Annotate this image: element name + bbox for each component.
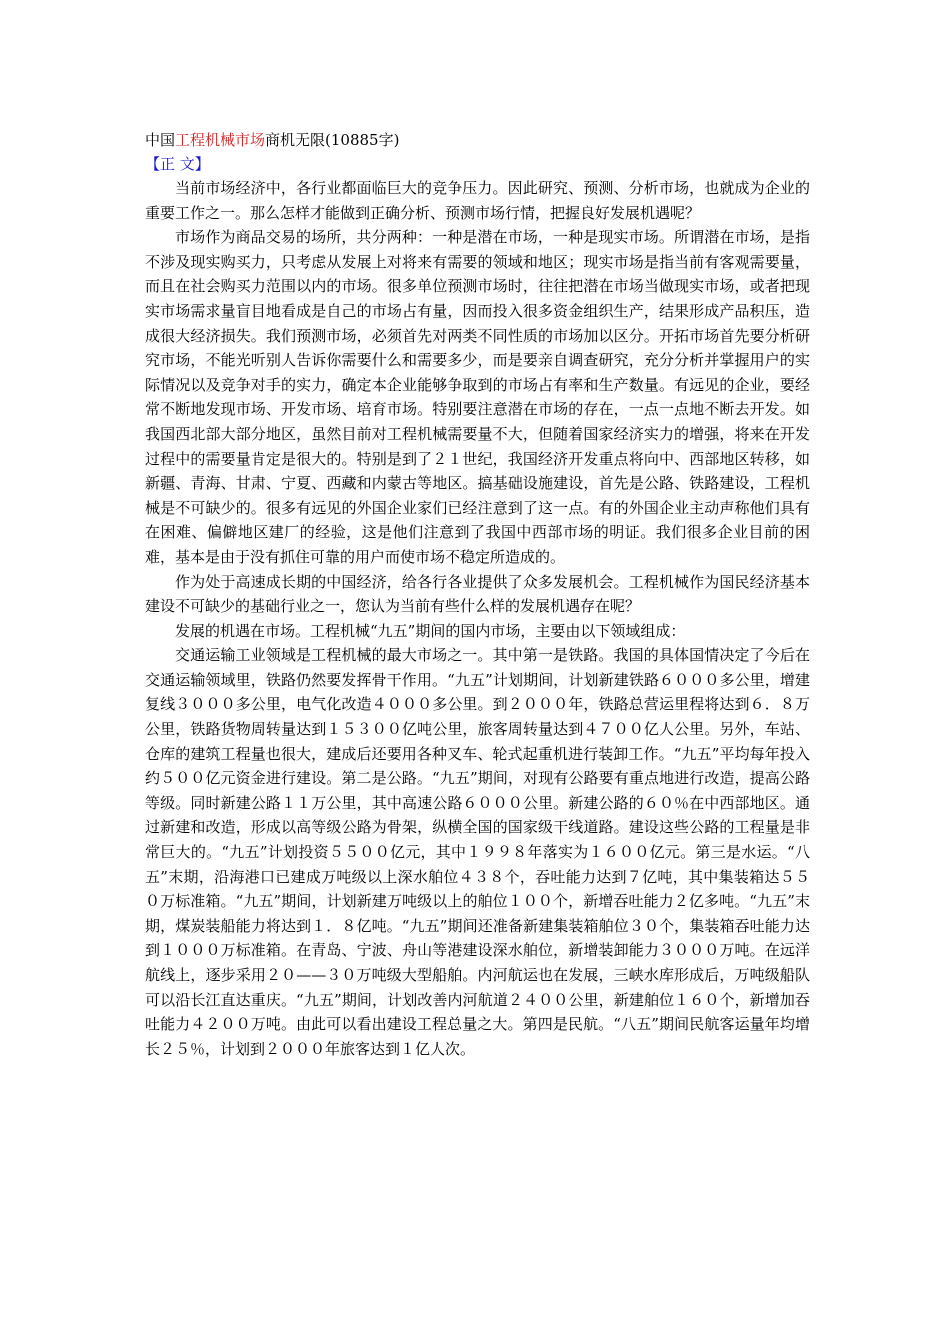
title-suffix: 商机无限(10885字) bbox=[265, 131, 400, 149]
paragraph: 发展的机遇在市场。工程机械“九五”期间的国内市场，主要由以下领域组成： bbox=[175, 621, 686, 640]
section-label: 【正 文】 bbox=[145, 155, 210, 173]
paragraph: 市场作为商品交易的场所，共分两种：一种是潜在市场，一种是现实市场。所谓潜在市场，是指不涉及现实购买力，只考虑从发展上对将来有需要的领域和地区；现实市场是指当前有客观需要量，而且在社会购买力范围以内的市场。很多单位预测市场时，往往把潜在市场当做现实市场，或者把现实市场需求量盲目地看成是自己的市场占有量，因而投入很多资金组织生产，结果形成产品积压，造成很大经济损失。我们预测市场，必须首先对两类不同性质的市场加以区分。开拓市场首先要分析研究市场，不能光听别人告诉你需要什么和需要多少，而是要亲自调查研究，充分分析并掌握用户的实际情况以及竞争对手的实力，确定本企业能够争取到的市场占有率和生产数量。有远见的企业，要经常不断地发现市场、开发市场、培育市场。特别要注意潜在市场的存在，一点一点地不断去开发。如我国西北部大部分地区，虽然目前对工程机械需要量不大，但随着国家经济实力的增强，将来在开发过程中的需要量肯定是很大的。特别是到了２１世纪，我国经济开发重点将向中、西部地区转移，如新疆、青海、甘肃、宁夏、西藏和内蒙古等地区。搞基础设施建设，首先是公路、铁路建设，工程机械是不可缺少的。很多有远见的外国企业家们已经注意到了这一点。有的外国企业主动声称他们具有在困难、偏僻地区建厂的经验，这是他们注意到了我国中西部市场的明证。我们很多企业目前的困难，基本是由于没有抓住可靠的用户而使市场不稳定所造成的。 bbox=[145, 228, 810, 566]
title-prefix: 中国 bbox=[145, 131, 176, 149]
paragraph: 交通运输工业领域是工程机械的最大市场之一。其中第一是铁路。我国的具体国情决定了今后在交通运输领域里，铁路仍然要发挥骨干作用。“九五”计划期间，计划新建铁路６０００多公里，增建复线３０００多公里，电气化改造４０００多公里。到２０００年，铁路总营运里程将达到６．８万公里，铁路货物周转量达到１５３００亿吨公里，旅客周转量达到４７００亿人公里。另外，车站、仓库的建筑工程量也很大，建成后还要用各种叉车、轮式起重机进行装卸工作。“九五”平均每年投入约５００亿元资金进行建设。第二是公路。“九五”期间，对现有公路要有重点地进行改造，提高公路等级。同时新建公路１１万公里，其中高速公路６０００公里。新建公路的６０％在中西部地区。通过新建和改造，形成以高等级公路为骨架，纵横全国的国家级干线道路。建设这些公路的工程量是非常巨大的。“九五”计划投资５５００亿元，其中１９９８年落实为１６００亿元。第三是水运。“八五”末期，沿海港口已建成万吨级以上深水舶位４３８个，吞吐能力达到７亿吨，其中集装箱达５５０万标准箱。“九五”期间，计划新建万吨级以上的舶位１００个，新增吞吐能力２亿多吨。“九五”末期，煤炭装船能力将达到１．８亿吨。“九五”期间还准备新建集装箱舶位３０个，集装箱吞吐能力达到１０００万标准箱。在青岛、宁波、舟山等港建设深水舶位，新增装卸能力３０００万吨。在远洋航线上，逐步采用２０——３０万吨级大型船舶。内河航运也在发展，三峡水库形成后，万吨级船队可以沿长江直达重庆。“九五”期间，计划改善内河航道２４００公里，新建舶位１６０个，新增加吞吐能力４２００万吨。由此可以看出建设工程总量之大。第四是民航。“八五”期间民航客运量年均增长２５％，计划到２０００年旅客达到１亿人次。 bbox=[145, 646, 810, 1058]
title-highlight: 工程机械市场 bbox=[175, 131, 266, 149]
document-page bbox=[145, 128, 810, 1061]
paragraph: 当前市场经济中，各行业都面临巨大的竞争压力。因此研究、预测、分析市场，也就成为企业的重要工作之一。那么怎样才能做到正确分析、预测市场行情，把握良好发展机遇呢？ bbox=[145, 179, 810, 222]
paragraph: 作为处于高速成长期的中国经济，给各行各业提供了众多发展机会。工程机械作为国民经济基本建设不可缺少的基础行业之一，您认为当前有些什么样的发展机遇存在呢？ bbox=[145, 572, 810, 616]
document-title bbox=[145, 128, 810, 152]
